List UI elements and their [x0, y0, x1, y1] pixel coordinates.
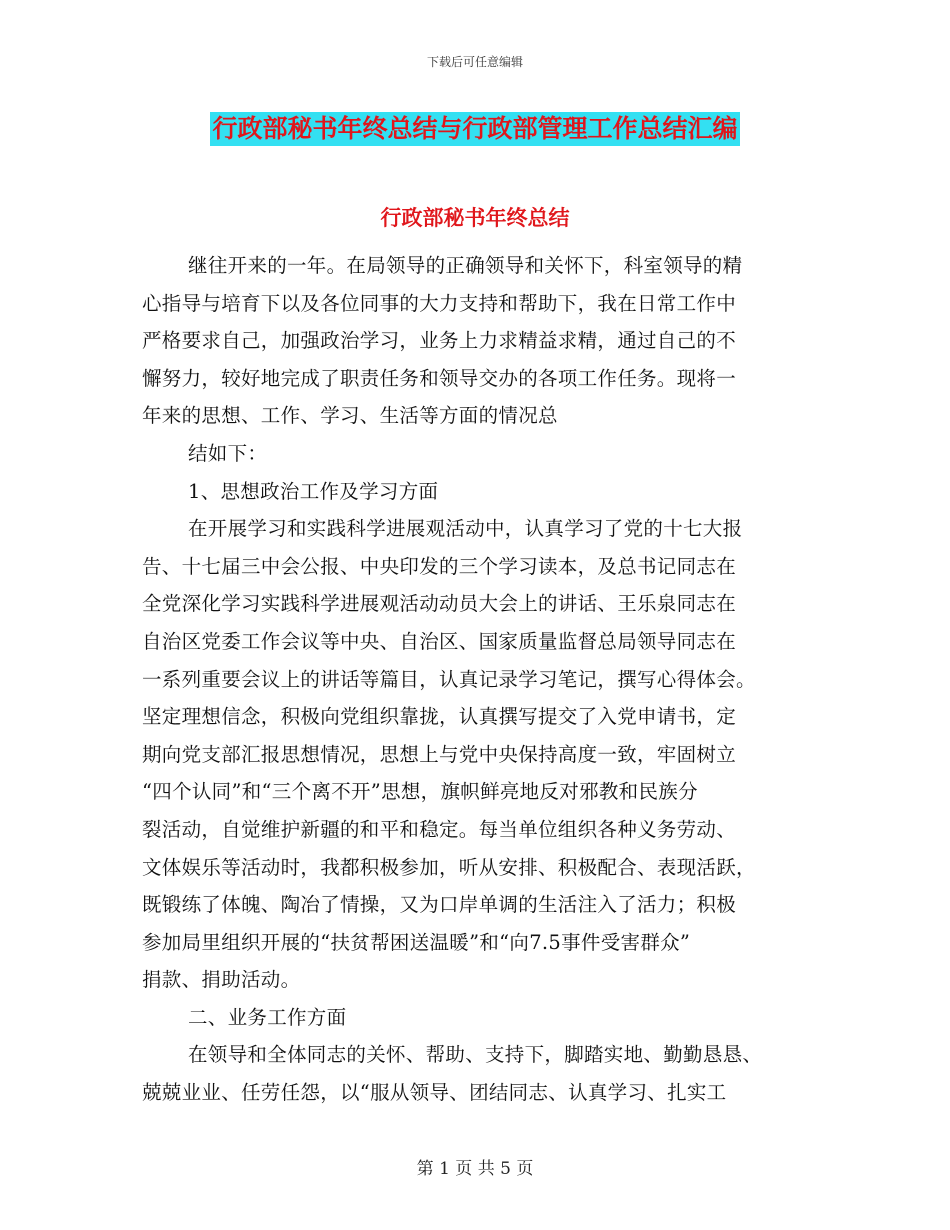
body-line: 在开展学习和实践科学进展观活动中，认真学习了党的十七大报	[188, 517, 743, 541]
section-title: 行政部秘书年终总结	[380, 206, 570, 230]
document-title: 行政部秘书年终总结与行政部管理工作总结汇编	[210, 112, 739, 146]
body-line: “四个认同”和“三个离不开”思想，旗帜鲜亮地反对邪教和民族分	[142, 780, 698, 804]
body-line: 在领导和全体同志的关怀、帮助、支持下，脚踏实地、勤勤恳恳、	[188, 1043, 763, 1067]
body-line: 文体娱乐等活动时，我都积极参加，听从安排、积极配合、表现活跃，	[142, 855, 756, 879]
body-line: 坚定理想信念，积极向党组织靠拢，认真撰写提交了入党申请书，定	[142, 705, 737, 729]
body-line: 兢兢业业、任劳任怨，以“服从领导、团结同志、认真学习、扎实工	[142, 1081, 727, 1105]
body-line: 期向党支部汇报思想情况，思想上与党中央保持高度一致，牢固树立	[142, 742, 737, 766]
body-line: 一系列重要会议上的讲话等篇目，认真记录学习笔记，撰写心得体会。	[142, 667, 756, 691]
footer-label-pages: 页	[516, 1159, 534, 1179]
body-line: 参加局里组织开展的“扶贫帮困送温暖”和“向7.5事件受害群众”	[142, 930, 691, 954]
page-footer	[0, 1154, 950, 1179]
footer-label-page: 第	[416, 1159, 434, 1179]
header-note: 下载后可任意编辑	[426, 55, 523, 69]
body-line: 既锻练了体魄、陶冶了情操，又为口岸单调的生活注入了活力；积极	[142, 893, 737, 917]
footer-label-of: 页 共	[455, 1159, 495, 1179]
body-line: 结如下：	[188, 441, 268, 465]
body-line: 捐款、捐助活动。	[142, 968, 301, 992]
body-line: 懈努力，较好地完成了职责任务和领导交办的各项工作任务。现将一	[142, 366, 737, 390]
body-line: 继往开来的一年。在局领导的正确领导和关怀下，科室领导的精	[188, 254, 743, 277]
subheading: 二、业务工作方面	[188, 1005, 347, 1029]
body-line: 年来的思想、工作、学习、生活等方面的情况总	[142, 404, 558, 428]
current-page-number: 1	[439, 1159, 450, 1179]
body-line: 心指导与培育下以及各位同事的大力支持和帮助下，我在日常工作中	[142, 291, 737, 315]
main-title-wrap	[0, 112, 950, 146]
total-page-count: 5	[500, 1159, 511, 1179]
body-line: 自治区党委工作会议等中央、自治区、国家质量监督总局领导同志在	[142, 629, 737, 653]
body-line: 告、十七届三中会公报、中央印发的三个学习读本，及总书记同志在	[142, 554, 737, 578]
body-line: 裂活动，自觉维护新疆的和平和稳定。每当单位组织各种义务劳动、	[142, 817, 737, 841]
subheading: 1、思想政治工作及学习方面	[188, 479, 439, 503]
body-line: 全党深化学习实践科学进展观活动动员大会上的讲话、王乐泉同志在	[142, 592, 737, 616]
body-line: 严格要求自己，加强政治学习，业务上力求精益求精，通过自己的不	[142, 329, 737, 353]
body-text	[142, 247, 814, 1112]
